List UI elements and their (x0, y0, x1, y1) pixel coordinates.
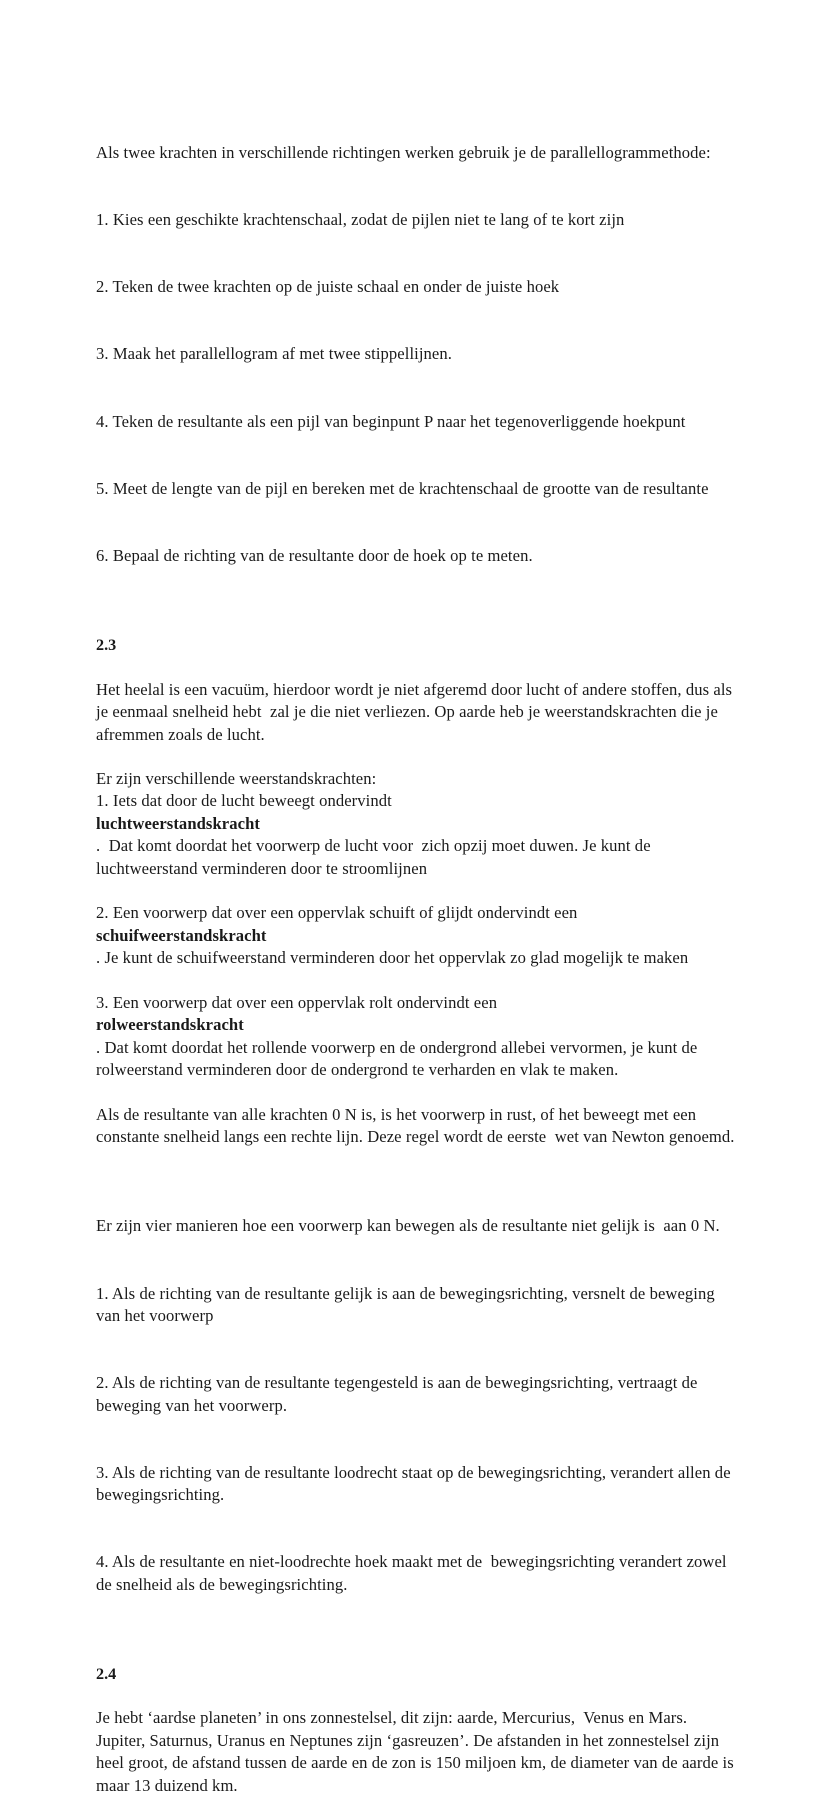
resistance-item-2 (96, 902, 736, 969)
document-body (96, 97, 739, 1797)
section-heading-2-3: 2.3 (96, 636, 117, 655)
four-ways-block (96, 1170, 736, 1641)
method-step-2: 2. Teken de twee krachten op de juiste schaal en onder de juiste hoek (96, 277, 560, 297)
planets-paragraph: Je hebt ‘aardse planeten’ in ons zonnestelsel, dit zijn: aarde, Mercurius, Venus en Mars. Jupiter, Saturnus, Uranus en Neptunes zijn ‘gasreuzen’. De afstanden in het zonnestelsel zijn heel groot, de afstand tussen de aarde en de zon is 150 miljoen km, de diameter van de aarde is maar 13 duizend km. (96, 1708, 739, 1795)
spacer (96, 1082, 736, 1104)
spacer (96, 1641, 736, 1663)
spacer (96, 1685, 736, 1707)
four-ways-item-3: 3. Als de richting van de resultante loodrecht staat op de bewegingsrichting, verandert allen de bewegingsrichting. (96, 1462, 735, 1505)
resistance-item-3-after: . Dat komt doordat het rollende voorwerp en de ondergrond allebei vervormen, je kunt de rolweerstand verminderen door de ondergrond te verharden en vlak te maken. (96, 1037, 702, 1080)
method-step-4: 4. Teken de resultante als een pijl van beginpunt P naar het tegenoverliggende hoekpunt (96, 411, 686, 431)
spacer (96, 612, 736, 634)
spacer (96, 1148, 736, 1170)
method-step-6: 6. Bepaal de richting van de resultante door de hoek op te meten. (96, 546, 533, 566)
method-step-3: 3. Maak het parallellogram af met twee stippellijnen. (96, 344, 452, 364)
resistance-item-1 (96, 790, 736, 880)
resistance-item-3 (96, 992, 736, 1082)
term-rolweerstandskracht: rolweerstandskracht (96, 1015, 244, 1035)
section-heading-2-4: 2.4 (96, 1665, 117, 1683)
resistance-item-3-before: 3. Een voorwerp dat over een oppervlak rolt ondervindt een (96, 993, 502, 1013)
vacuum-paragraph: Het heelal is een vacuüm, hierdoor wordt je niet afgeremd door lucht of andere stoffen, dus als je eenmaal snelheid hebt zal je die niet verliezen. Op aarde heb je weerstandskrachten die je afremmen zoals de lucht. (96, 679, 737, 744)
parallellogram-method-block (96, 97, 736, 612)
term-luchtweerstandskracht: luchtweerstandskracht (96, 813, 260, 833)
method-step-1: 1. Kies een geschikte krachtenschaal, zodat de pijlen niet te lang of te kort zijn (96, 210, 625, 230)
term-schuifweerstandskracht: schuifweerstandskracht (96, 925, 267, 945)
newton-first-law-paragraph: Als de resultante van alle krachten 0 N is, is het voorwerp in rust, of het beweegt met een constante snelheid langs een rechte lijn. Deze regel wordt de eerste wet van Newton genoemd. (96, 1104, 735, 1147)
resistance-forces-block (96, 768, 736, 1082)
method-step-5: 5. Meet de lengte van de pijl en bereken met de krachtenschaal de grootte van de resultante (96, 478, 709, 498)
four-ways-item-1: 1. Als de richting van de resultante gelijk is aan de bewegingsrichting, versnelt de beweging van het voorwerp (96, 1283, 719, 1325)
resistance-item-2-after: . Je kunt de schuifweerstand verminderen door het oppervlak zo glad mogelijk te maken (96, 948, 689, 968)
four-ways-intro: Er zijn vier manieren hoe een voorwerp kan bewegen als de resultante niet gelijk is aan 0 N. (96, 1216, 720, 1236)
four-ways-item-4: 4. Als de resultante en niet-loodrechte hoek maakt met de bewegingsrichting verandert zowel de snelheid als de bewegingsrichting. (96, 1552, 731, 1594)
four-ways-item-2: 2. Als de richting van de resultante tegengesteld is aan de bewegingsrichting, vertraagt de beweging van het voorwerp. (96, 1373, 702, 1415)
spacer (96, 746, 736, 768)
resistance-item-2-before: 2. Een voorwerp dat over een oppervlak schuift of glijdt ondervindt een (96, 903, 582, 923)
intro-sentence: Als twee krachten in verschillende richtingen werken gebruik je de parallellogrammethode: (96, 142, 711, 162)
resistance-item-1-before: 1. Iets dat door de lucht beweegt ondervindt (96, 791, 397, 811)
resistance-item-1-after: . Dat komt doordat het voorwerp de lucht voor zich opzij moet duwen. Je kunt de luchtweerstand verminderen door te stroomlijnen (96, 836, 655, 878)
resistance-intro: Er zijn verschillende weerstandskrachten: (96, 768, 377, 788)
spacer (96, 657, 736, 679)
